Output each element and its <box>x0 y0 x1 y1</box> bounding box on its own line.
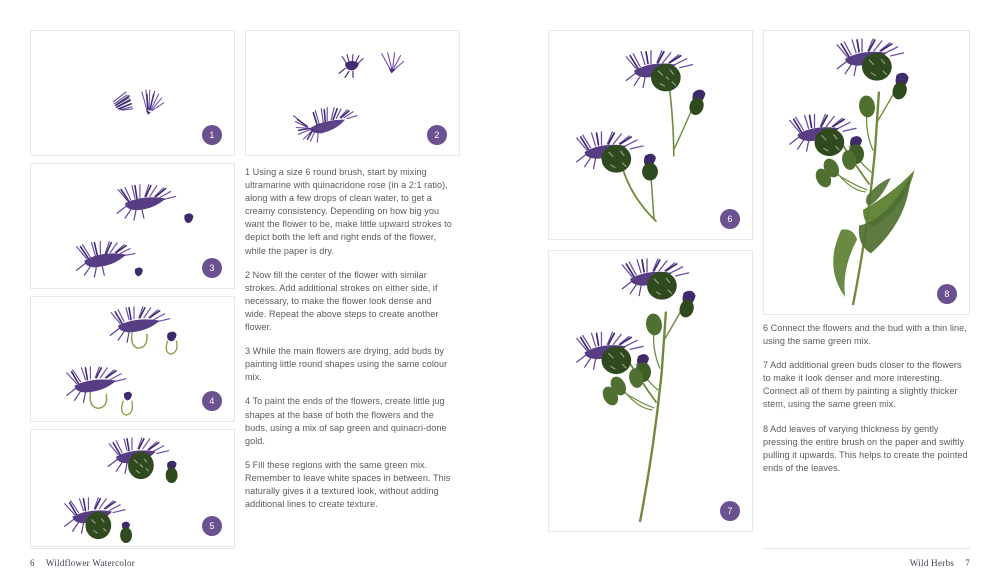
instruction-step-4: 4 To paint the ends of the flowers, create little jug shapes at the base of both the flowers and the buds, using a mix of sap green and quinacri-done gold. <box>245 396 447 446</box>
step-badge-7 <box>720 501 740 521</box>
step-panel-2 <box>245 30 460 156</box>
instruction-step-2: 2 Now fill the center of the flower with similar strokes. Add additional strokes on either side, if necessary, to make the flower look dense and wide. Repeat the above steps to create another flower. <box>245 269 439 333</box>
step-badge-1 <box>202 125 222 145</box>
badge-label: 3 <box>209 263 215 273</box>
badge-label: 6 <box>727 214 733 224</box>
page-number-right: 7 <box>965 558 970 568</box>
badge-label: 5 <box>209 521 215 531</box>
step-badge-5 <box>202 516 222 536</box>
badge-label: 1 <box>209 130 215 140</box>
step-panel-4 <box>30 296 235 422</box>
step-badge-4 <box>202 391 222 411</box>
badge-label: 7 <box>727 506 733 516</box>
running-head-right: Wild Herbs <box>909 558 955 568</box>
instruction-step-3: 3 While the main flowers are drying, add buds by painting little round shapes using the same colour mix. <box>245 346 448 383</box>
step-badge-3 <box>202 258 222 278</box>
step-panel-6 <box>548 30 753 240</box>
step-panel-8 <box>763 30 970 315</box>
instruction-step-8: 8 Add leaves of varying thickness by gently pressing the entire brush on the paper and swiftly pulling it upwards. This helps to create the pointed ends of the leaves. <box>763 423 968 473</box>
illustration-step-8 <box>764 31 969 314</box>
badge-label: 8 <box>944 289 950 299</box>
footer-right <box>910 558 970 568</box>
step-badge-2 <box>427 125 447 145</box>
left-instruction-column <box>245 166 452 511</box>
illustration-step-7 <box>549 251 752 531</box>
step-panel-7 <box>548 250 753 532</box>
page-number-left: 6 <box>30 558 35 568</box>
instruction-step-1: 1 Using a size 6 round brush, start by mixing ultramarine with quinacridone rose (in a 2:1 ratio), along with a few drops of clean water, to get a creamy consistency. Depending on how big you want the flower to be, make little upward strokes to depict both the left and right ends of the flower, while the paper is dry. <box>245 167 452 256</box>
footer-rule-right <box>763 548 970 549</box>
right-instruction-column <box>763 322 970 475</box>
footer-rule-left <box>30 548 235 549</box>
step-panel-3 <box>30 163 235 289</box>
badge-label: 2 <box>434 130 440 140</box>
step-badge-8 <box>937 284 957 304</box>
instruction-step-5: 5 Fill these regions with the same green mix. Remember to leave white spaces in between. This naturally gives it a textured look, without adding additional lines to create texture. <box>245 459 451 510</box>
step-badge-6 <box>720 209 740 229</box>
step-panel-5 <box>30 429 235 547</box>
instruction-step-7: 7 Add additional green buds closer to the flowers to make it look denser and more interesting. Connect all of them by painting a slightly thicker stem, using the same green mix. <box>763 360 962 410</box>
footer-left <box>30 558 135 568</box>
illustration-step-6 <box>549 31 752 239</box>
instruction-step-6: 6 Connect the flowers and the bud with a thin line, using the same green mix. <box>763 323 967 347</box>
running-head-left: Wildflower Watercolor <box>45 558 136 568</box>
step-panel-1 <box>30 30 235 156</box>
badge-label: 4 <box>209 396 215 406</box>
